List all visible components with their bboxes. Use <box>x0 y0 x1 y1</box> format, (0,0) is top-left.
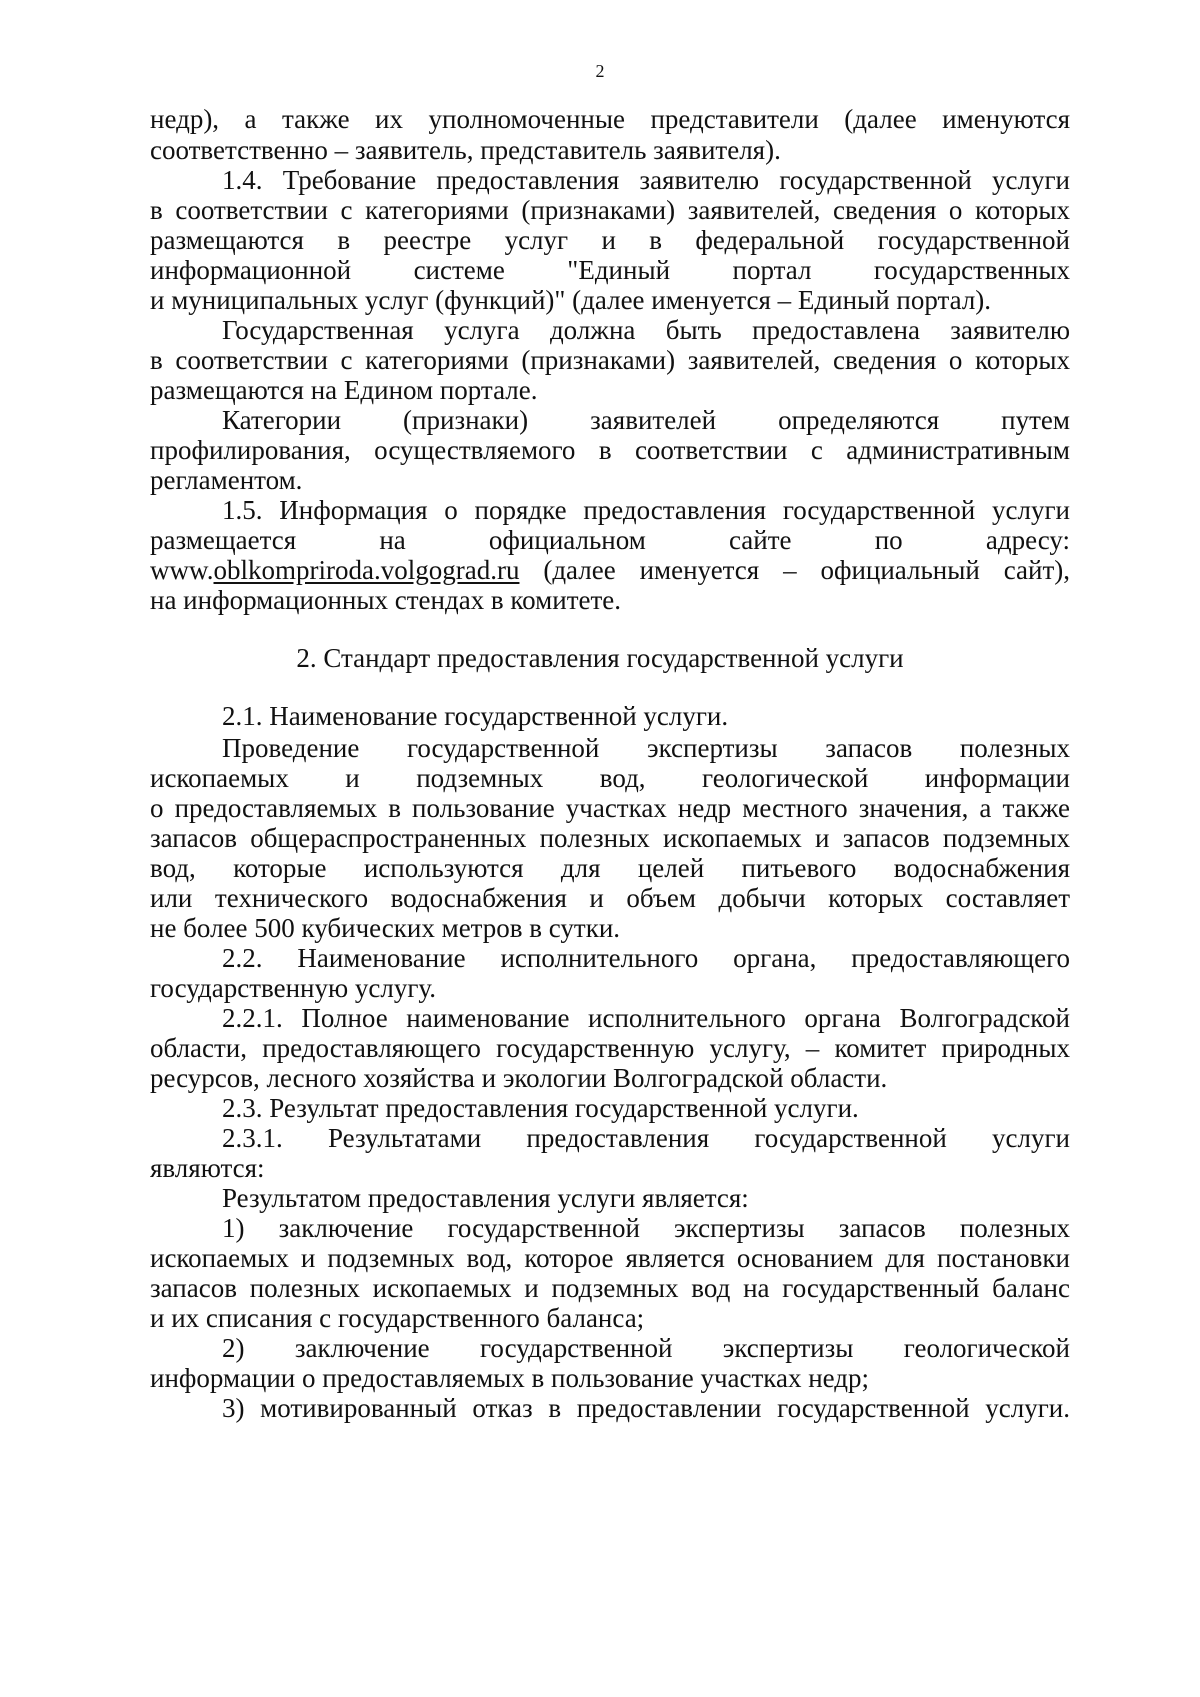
paragraph-first-line: Проведение государственной экспертизы запасов полезных <box>222 733 1070 763</box>
text-line: запасов полезных ископаемых и подземных вод на государственный баланс <box>150 1273 1070 1303</box>
text-line: в соответствии с категориями (признаками) заявителей, сведения о которых <box>150 345 1070 375</box>
text-line: и их списания с государственного баланса; <box>150 1303 645 1333</box>
paragraph-2-2-first-line: 2.2. Наименование исполнительного органа, предоставляющего <box>222 943 1070 973</box>
text-line: вод, которые используются для целей питьевого водоснабжения <box>150 853 1070 883</box>
url-suffix: (далее именуется – официальный сайт), <box>519 555 1070 585</box>
text-line: и муниципальных услуг (функций)" (далее именуется – Единый портал). <box>150 285 992 315</box>
text-line: или технического водоснабжения и объем добычи которых составляет <box>150 883 1070 913</box>
text-line: в соответствии с категориями (признаками) заявителей, сведения о которых <box>150 195 1070 225</box>
text-line-with-link <box>150 554 1070 587</box>
page-number: 2 <box>595 61 605 81</box>
text-line: о предоставляемых в пользование участках недр местного значения, а также <box>150 793 1070 823</box>
text-line: соответственно – заявитель, представитель заявителя). <box>150 135 781 165</box>
text-line: информации о предоставляемых в пользование участках недр; <box>150 1363 870 1393</box>
text-line: размещается на официальном сайте по адресу: <box>150 525 1070 555</box>
text-line: ископаемых и подземных вод, которое является основанием для постановки <box>150 1243 1070 1273</box>
website-link[interactable]: oblkompriroda.volgograd.ru <box>213 555 520 585</box>
text-line: области, предоставляющего государственную услугу, – комитет природных <box>150 1033 1070 1063</box>
text-line: не более 500 кубических метров в сутки. <box>150 913 621 943</box>
paragraph-1-5-first-line: 1.5. Информация о порядке предоставления государственной услуги <box>222 495 1070 525</box>
paragraph-2-3: 2.3. Результат предоставления государственной услуги. <box>222 1093 859 1123</box>
paragraph-result: Результатом предоставления услуги является: <box>222 1183 749 1213</box>
text-line: размещаются на Едином портале. <box>150 375 538 405</box>
list-item-3: 3) мотивированный отказ в предоставлении государственной услуги. <box>222 1393 1070 1423</box>
text-line: регламентом. <box>150 465 303 495</box>
text-line: профилирования, осуществляемого в соответствии с административным <box>150 435 1070 465</box>
text-line: ископаемых и подземных вод, геологической информации <box>150 763 1070 793</box>
paragraph-2-2-1-first-line: 2.2.1. Полное наименование исполнительного органа Волгоградской <box>222 1003 1070 1033</box>
paragraph-first-line: Государственная услуга должна быть предоставлена заявителю <box>222 315 1070 345</box>
text-line: запасов общераспространенных полезных ископаемых и запасов подземных <box>150 823 1070 853</box>
text-line: ресурсов, лесного хозяйства и экологии Волгоградской области. <box>150 1063 888 1093</box>
paragraph-first-line: Категории (признаки) заявителей определяются путем <box>222 405 1070 435</box>
paragraph-2-1: 2.1. Наименование государственной услуги. <box>222 701 729 731</box>
text-line: являются: <box>150 1153 265 1183</box>
paragraph-2-3-1-first-line: 2.3.1. Результатами предоставления государственной услуги <box>222 1123 1070 1153</box>
text-line: государственную услугу. <box>150 973 436 1003</box>
list-item-1-first-line: 1) заключение государственной экспертизы запасов полезных <box>222 1213 1070 1243</box>
url-prefix: www. <box>150 555 214 585</box>
section-2-heading: 2. Стандарт предоставления государственной услуги <box>296 643 904 673</box>
paragraph-1-4-first-line: 1.4. Требование предоставления заявителю государственной услуги <box>222 165 1070 195</box>
text-line: недр), а также их уполномоченные представители (далее именуются <box>150 104 1070 134</box>
list-item-2-first-line: 2) заключение государственной экспертизы геологической <box>222 1333 1070 1363</box>
text-line: размещаются в реестре услуг и в федеральной государственной <box>150 225 1070 255</box>
text-line: на информационных стендах в комитете. <box>150 585 622 615</box>
text-line: информационной системе "Единый портал государственных <box>150 255 1070 285</box>
